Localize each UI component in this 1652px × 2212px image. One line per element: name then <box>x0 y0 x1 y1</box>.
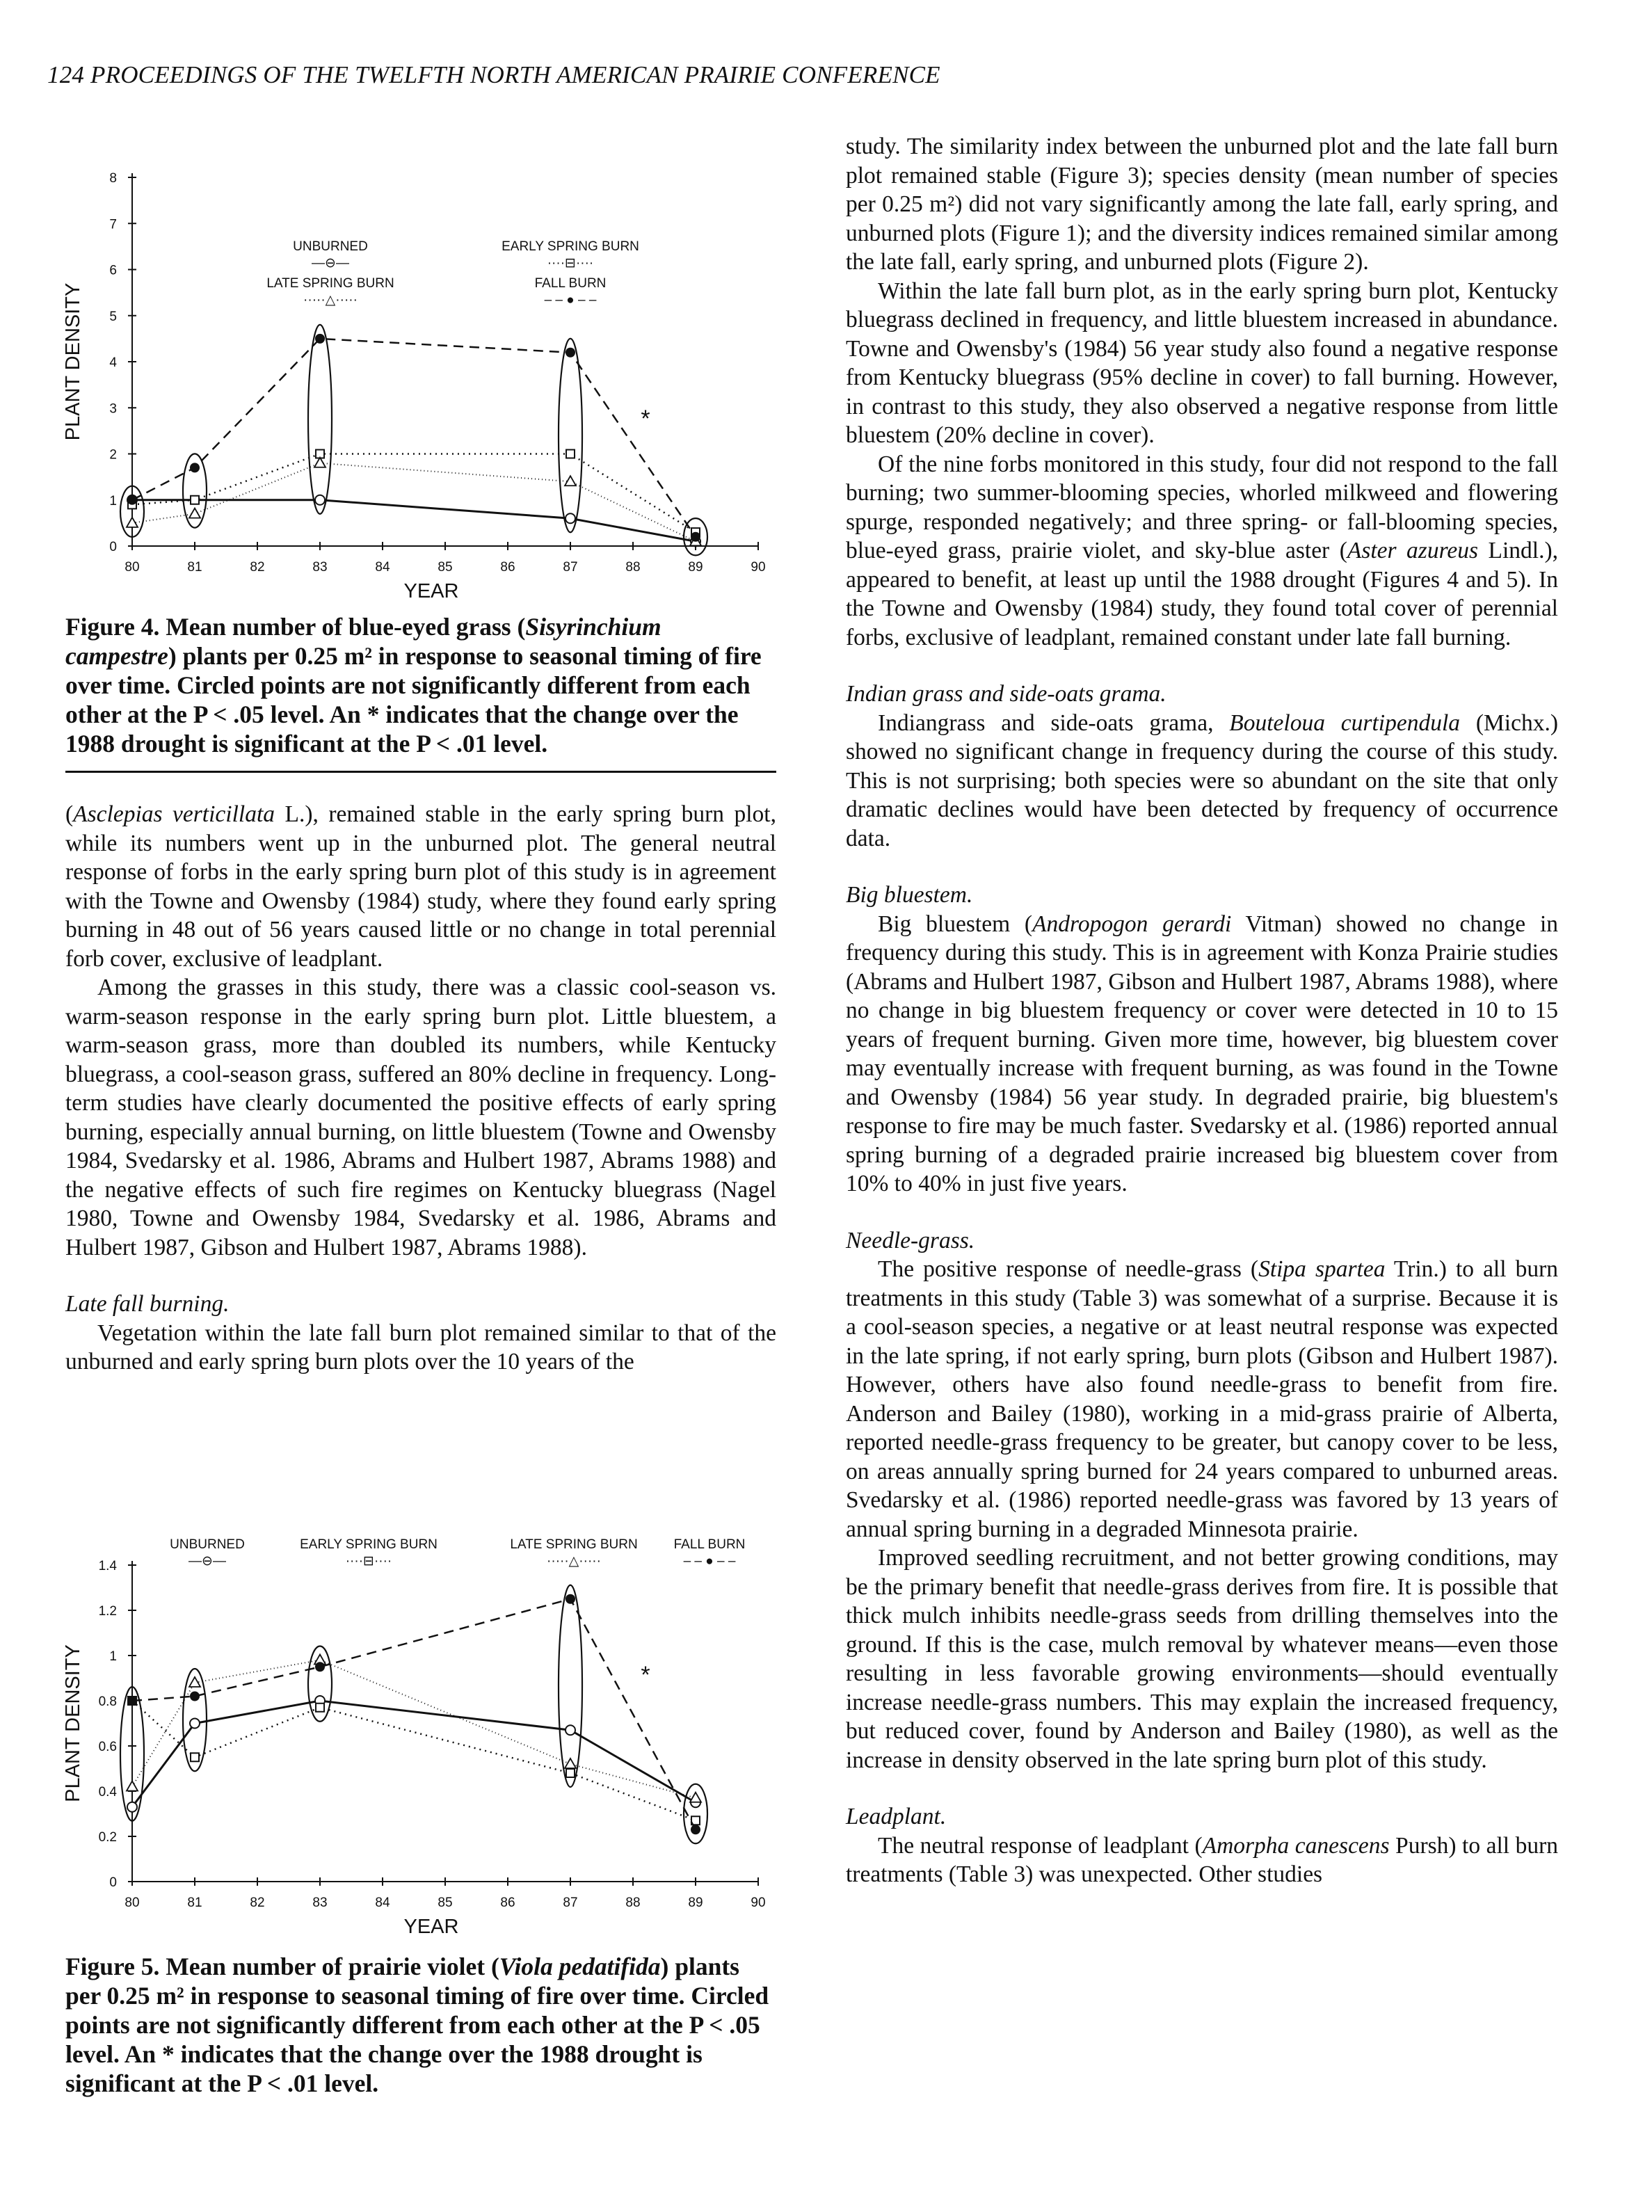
x-tick-label: 87 <box>563 1896 578 1910</box>
data-point <box>315 1662 325 1672</box>
data-point <box>691 532 700 542</box>
figure-5-caption-label: Figure 5. <box>65 1953 160 1980</box>
x-tick-label: 85 <box>438 1896 453 1910</box>
y-tick-label: 1.2 <box>98 1604 117 1619</box>
legend-symbol: ·····△····· <box>303 293 358 307</box>
x-tick-label: 81 <box>187 560 202 575</box>
y-tick-label: 1.4 <box>98 1559 117 1573</box>
y-tick-label: 1 <box>109 1649 117 1664</box>
x-tick-label: 87 <box>563 560 578 575</box>
figure-4-chart <box>56 160 793 605</box>
figure-5-caption: Figure 5. Mean number of prairie violet (Viola pedatifida) plants per 0.25 m² in response to seasonal timing of fire over time. Circled points are not significantly different from each other at the P < .05 level. An * indicates that the change over the 1988 drought is significant at the P < .01 level. <box>65 1953 769 2097</box>
series-fall-burn <box>127 334 700 542</box>
paragraph: Indiangrass and side-oats grama, Bouteloua curtipendula (Michx.) showed no significant change in frequency during the course of this study. This is not surprising; both species were so abundant on the site that only dramatic declines would have been detected by frequency of occurrence data. <box>846 710 1558 851</box>
data-point <box>315 495 325 505</box>
x-tick-label: 84 <box>375 560 390 575</box>
x-tick-label: 80 <box>125 1896 140 1910</box>
data-point <box>190 463 200 472</box>
series-fall-burn <box>127 1594 700 1835</box>
data-point <box>566 1769 575 1777</box>
y-tick-label: 0 <box>109 1875 117 1890</box>
paragraph: Among the grasses in this study, there was a classic cool-season vs. warm-season response in the early spring burn plot. Little bluestem, a warm-season grass, more than doubled its numbers, while Kentucky bluegrass, a cool-season grass, suffered an 80% decline in frequency. Long-term studies have clearly documented the positive effects of early spring burning, especially annual burning, on little bluestem (Towne and Owensby 1984, Svedarsky et al. 1986, Abrams and Hulbert 1987, Abrams 1988) and the negative effects of such fire regimes on Kentucky bluegrass (Nagel 1980, Towne and Owensby 1984, Svedarsky et al. 1986, Abrams and Hulbert 1987, Gibson and Hulbert 1987, Abrams 1988). <box>65 975 776 1260</box>
series-late-spring-burn <box>127 458 701 546</box>
x-tick-label: 81 <box>187 1896 202 1910</box>
x-tick-label: 90 <box>751 560 766 575</box>
paragraph: Within the late fall burn plot, as in the early spring burn plot, Kentucky bluegrass declined in frequency, and little bluestem increased in abundance. Towne and Owensby's (1984) 56 year study also found a negative response from Kentucky bluegrass (95% decline in cover) to fall burning. However, in contrast to this study, they also observed a negative response from little bluestem (20% decline in cover). <box>846 278 1558 448</box>
y-tick-label: 3 <box>109 401 117 417</box>
x-tick-label: 80 <box>125 560 140 575</box>
data-point <box>315 334 325 344</box>
series-line <box>132 454 696 533</box>
x-tick-label: 82 <box>250 560 265 575</box>
legend-symbol: —⊖— <box>189 1554 226 1569</box>
data-point <box>127 1781 138 1791</box>
y-tick-label: 0.2 <box>98 1830 117 1845</box>
x-tick-label: 82 <box>250 1896 265 1910</box>
y-tick-label: 0.8 <box>98 1694 117 1709</box>
data-point <box>565 1758 576 1768</box>
paragraph: The positive response of needle-grass (Stipa spartea Trin.) to all burn treatments in this study (Table 3) was somewhat of a surprise. Because it is a cool-season species, a negative or at least neutral response was expected in the late spring, if not early spring, burn plots (Gibson and Hulbert 1987). However, others have also found needle-grass to benefit from fire. Anderson and Bailey (1980), working in a mid-grass prairie of Alberta, reported needle-grass frequency to be greater, but canopy cover to be less, on areas annually spring burned for 24 years compared to unburned areas. Svedarsky et al. (1986) reported needle-grass was favored by 13 years of annual spring burning in a degraded Minnesota prairie. <box>846 1256 1558 1542</box>
legend-label: FALL BURN <box>673 1537 746 1552</box>
figure-4-caption-label: Figure 4. <box>65 613 160 641</box>
y-tick-label: 2 <box>109 447 117 463</box>
data-point <box>191 1753 199 1761</box>
series-late-spring-burn <box>127 1655 701 1802</box>
x-axis-label: YEAR <box>403 580 459 602</box>
y-tick-label: 6 <box>109 263 117 278</box>
series-line <box>132 1701 696 1807</box>
significance-ellipse <box>308 325 332 514</box>
section-heading: Big bluestem. <box>846 882 973 908</box>
series-line <box>132 1660 696 1798</box>
y-tick-label: 0.4 <box>98 1785 117 1800</box>
legend-symbol: —⊖— <box>312 256 349 271</box>
paragraph: Big bluestem (Andropogon gerardi Vitman) showed no change in frequency during this study. This is in agreement with Konza Prairie studies (Abrams and Hulbert 1987, Gibson and Hulbert 1987, Abrams 1988), where no change in big bluestem frequency or cover were detected in 10 to 15 years of frequent burning. Given more time, however, big bluestem cover may eventually increase with frequent burning, as was found in the Towne and Owensby (1984) 56 year study. In degraded prairie, big bluestem's response to fire may be much faster. Svedarsky et al. (1986) reported annual spring burning of a degraded prairie increased big bluestem cover from 10% to 40% in just five years. <box>846 911 1559 1196</box>
series-early-spring-burn <box>128 1697 700 1825</box>
data-point <box>314 458 326 467</box>
legend-symbol: – – ● – – <box>683 1554 736 1569</box>
right-column <box>846 132 1558 1889</box>
left-column <box>65 800 776 1377</box>
x-tick-label: 88 <box>625 560 641 575</box>
paragraph: Of the nine forbs monitored in this study, four did not respond to the fall burning; two summer-blooming species, whorled milkweed and flowering spurge, responded negatively; and three spring- or fall-blooming species, blue-eyed grass, prairie violet, and sky-blue aster (Aster azureus Lindl.), appeared to benefit, at least up until the 1988 drought (Figures 4 and 5). In the Towne and Owensby (1984) study, they found total cover of perennial forbs, exclusive of leadplant, remained constant under late fall burning. <box>846 451 1559 650</box>
y-tick-label: 7 <box>109 217 117 232</box>
data-point <box>191 496 199 504</box>
data-point <box>127 1802 137 1812</box>
section-heading: Indian grass and side-oats grama. <box>846 681 1166 707</box>
legend-symbol: ····⊟···· <box>345 1554 392 1569</box>
y-axis-label: PLANT DENSITY <box>62 1644 84 1802</box>
legend-symbol: – – ● – – <box>544 293 597 307</box>
data-point <box>190 1719 200 1729</box>
section-heading: Leadplant. <box>846 1804 947 1829</box>
section-heading: Late fall burning. <box>65 1291 230 1317</box>
data-point <box>566 348 575 358</box>
x-tick-label: 86 <box>500 1896 515 1910</box>
page-header: 124 PROCEEDINGS OF THE TWELFTH NORTH AMERICAN PRAIRIE CONFERENCE <box>47 61 940 88</box>
data-point <box>690 1793 701 1802</box>
y-tick-label: 5 <box>109 309 117 324</box>
legend-label: UNBURNED <box>170 1537 245 1552</box>
caption-rule <box>65 771 776 773</box>
x-tick-label: 84 <box>375 1896 390 1910</box>
data-point <box>566 1725 575 1735</box>
data-point <box>127 1696 137 1706</box>
significance-ellipse <box>559 339 582 533</box>
y-tick-label: 8 <box>109 171 117 186</box>
legend-symbol: ·····△····· <box>547 1554 601 1569</box>
series-early-spring-burn <box>128 450 700 537</box>
x-tick-label: 83 <box>312 560 328 575</box>
data-point <box>566 1594 575 1604</box>
data-point <box>566 513 575 523</box>
x-tick-label: 85 <box>438 560 453 575</box>
y-tick-label: 1 <box>109 493 117 508</box>
data-point <box>190 1692 200 1701</box>
x-tick-label: 83 <box>312 1896 328 1910</box>
x-tick-label: 90 <box>751 1896 766 1910</box>
series-unburned <box>127 495 700 547</box>
y-tick-label: 4 <box>109 355 117 370</box>
series-line <box>132 463 696 542</box>
series-line <box>132 1599 696 1830</box>
series-unburned <box>127 1696 700 1812</box>
data-point <box>316 1704 324 1712</box>
significance-asterisk: * <box>641 1662 650 1688</box>
x-tick-label: 86 <box>500 560 515 575</box>
paragraph: study. The similarity index between the unburned plot and the late fall burn plot remained stable (Figure 3); species density (mean number of species per 0.25 m²) did not vary significantly among the late fall, early spring, and unburned plots (Figure 1); and the diversity indices remained similar among the late fall, early spring, and unburned plots (Figure 2). <box>846 134 1558 275</box>
x-tick-label: 88 <box>625 1896 641 1910</box>
paragraph: Vegetation within the late fall burn plot remained similar to that of the unburned and early spring burn plots over the 10 years of the <box>65 1320 776 1375</box>
legend-symbol: ····⊟···· <box>547 256 594 271</box>
series-line <box>132 500 696 542</box>
paragraph: The neutral response of leadplant (Amorpha canescens Pursh) to all burn treatments (Table 3) was unexpected. Other studies <box>846 1832 1558 1887</box>
significance-asterisk: * <box>641 405 650 432</box>
legend-label: EARLY SPRING BURN <box>300 1537 438 1552</box>
legend-label: LATE SPRING BURN <box>510 1537 638 1552</box>
figure-4-caption: Figure 4. Mean number of blue-eyed grass (Sisyrinchium campestre) plants per 0.25 m² in response to seasonal timing of fire over time. Circled points are not significantly different from each other at the P < .05 level. An * indicates that the change over the 1988 drought is significant at the P < .01 level. <box>65 613 762 758</box>
paragraph: Improved seedling recruitment, and not better growing conditions, may be the primary benefit that needle-grass derives from fire. It is possible that thick mulch inhibits needle-grass seeds from drilling themselves into the ground. If this is the case, mulch removal by whatever means—even those resulting in less favorable growing environments—should eventually increase needle-grass numbers. This may explain the increased frequency, but reduced cover, found by Anderson and Bailey (1980), as well as the increase in density observed in the late spring burn plot of this study. <box>846 1545 1558 1773</box>
legend-label: FALL BURN <box>534 276 607 291</box>
y-axis-label: PLANT DENSITY <box>62 282 84 441</box>
x-axis-label: YEAR <box>403 1916 459 1938</box>
section-heading: Needle-grass. <box>846 1227 975 1253</box>
legend-label: EARLY SPRING BURN <box>502 239 639 254</box>
data-point <box>189 508 200 518</box>
x-tick-label: 89 <box>688 1896 703 1910</box>
paragraph: (Asclepias verticillata L.), remained stable in the early spring burn plot, while its numbers went up in the unburned plot. The general neutral response of forbs in the early spring burn plot of this study is in agreement with the Towne and Owensby (1984) study, where they found early spring burning in 48 out of 56 years caused little or no change in total perennial forb cover, exclusive of leadplant. <box>65 801 776 972</box>
data-point <box>691 1825 700 1834</box>
data-point <box>127 495 137 505</box>
figure-5-chart <box>56 1523 793 1948</box>
y-tick-label: 0 <box>109 540 117 554</box>
x-tick-label: 89 <box>688 560 703 575</box>
data-point <box>566 450 575 458</box>
legend-label: LATE SPRING BURN <box>266 276 394 291</box>
legend-label: UNBURNED <box>293 239 368 254</box>
y-tick-label: 0.6 <box>98 1740 117 1754</box>
